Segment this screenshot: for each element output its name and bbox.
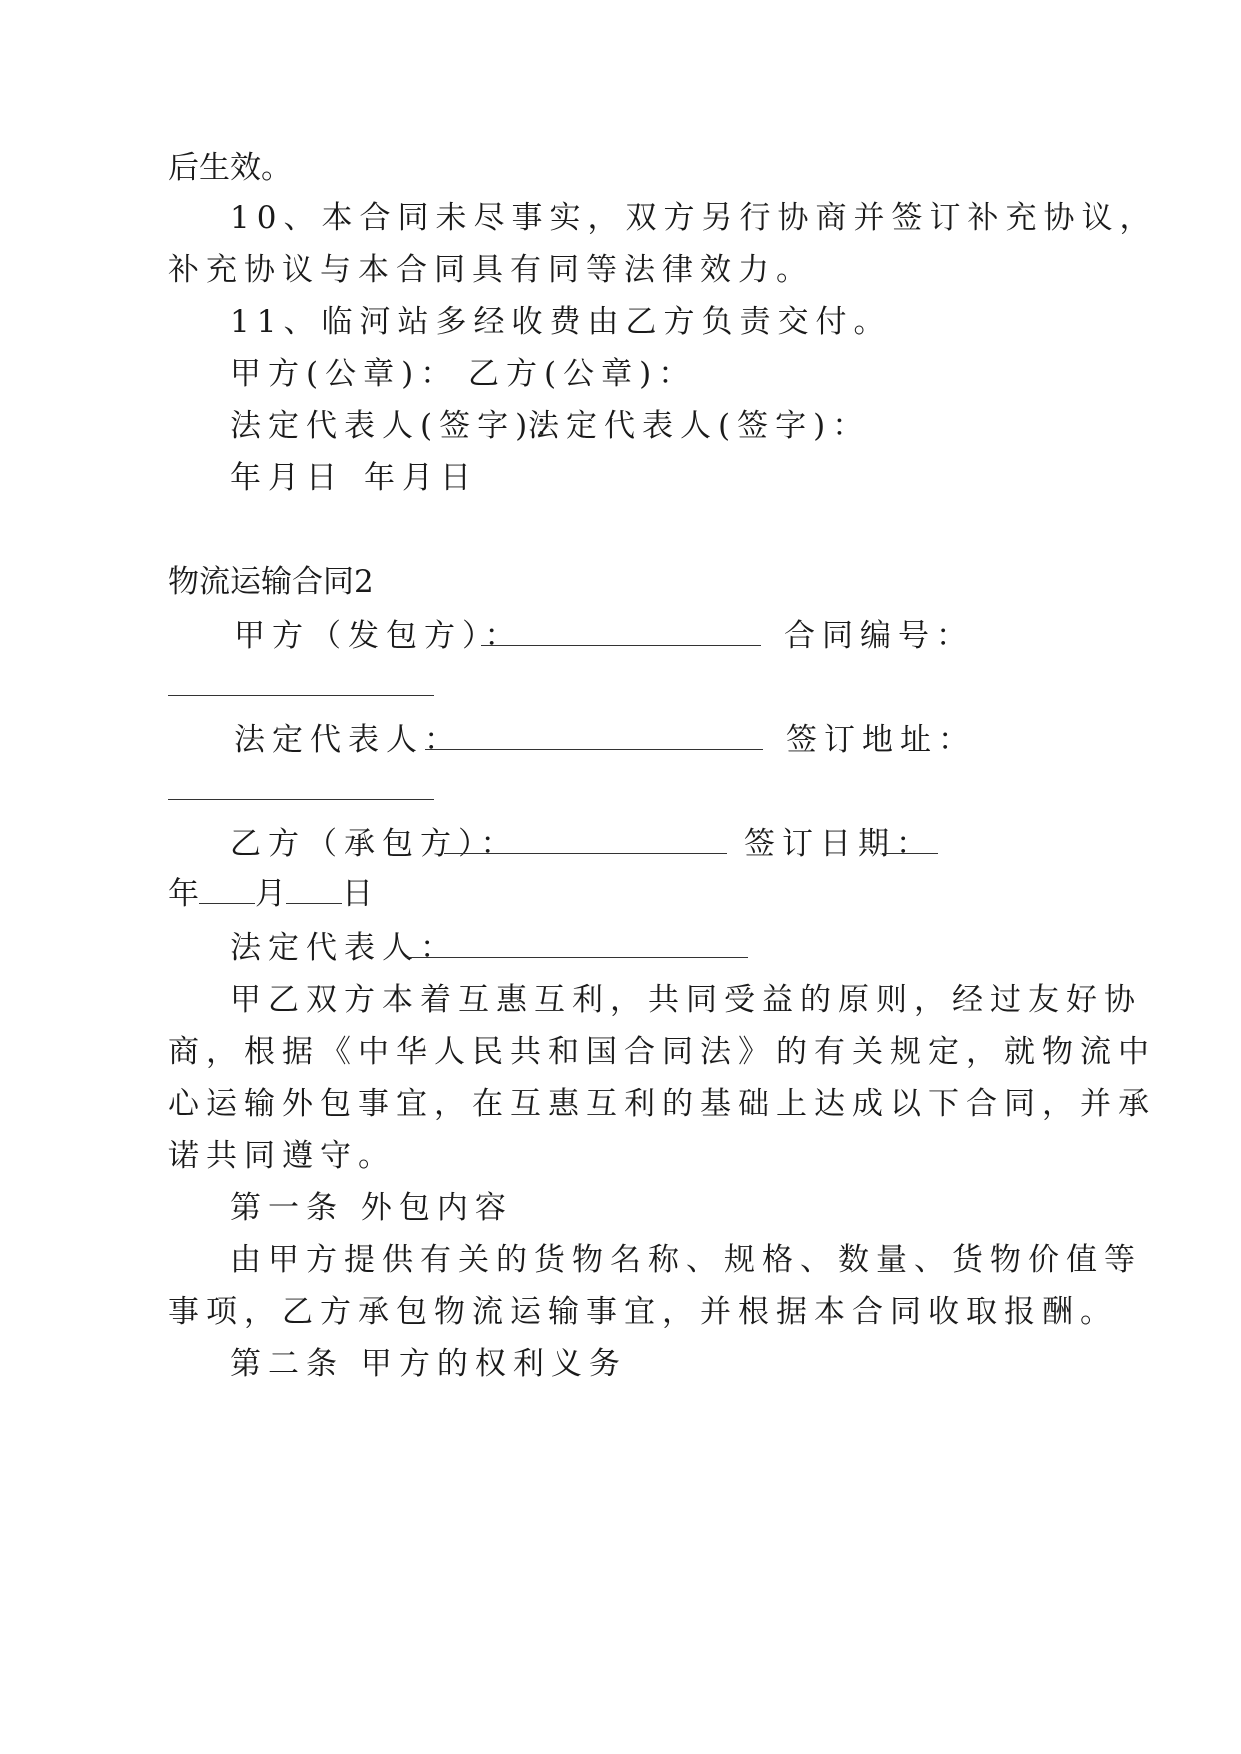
- sign-place-label: 签订地址：: [786, 722, 976, 758]
- sign-date-label: 签订日期：: [744, 826, 934, 862]
- rep-sign-a-label: 法定代表人(签字)：: [230, 408, 573, 444]
- clause-11: 11、临河站多经收费由乙方负责交付。: [230, 304, 892, 340]
- rep-sign-b-label: 法定代表人(签字)：: [528, 408, 871, 444]
- intro-line-3: 心运输外包事宜，在互惠互利的基础上达成以下合同，并承: [168, 1086, 1156, 1122]
- date-b-label: 年月日: [364, 460, 478, 496]
- legal-rep-b-blank: [406, 928, 748, 968]
- clause-10-line-2: 补充协议与本合同具有同等法律效力。: [168, 252, 814, 288]
- contract-no-blank: [168, 666, 434, 706]
- sign-date-blank: [882, 824, 938, 864]
- party-b-seal-label: 乙方(公章)：: [468, 356, 697, 392]
- legal-rep-b-label: 法定代表人：: [230, 930, 458, 966]
- intro-line-4: 诺共同遵守。: [168, 1138, 396, 1174]
- contract-no-label: 合同编号：: [784, 618, 974, 654]
- legal-rep-label: 法定代表人：: [234, 722, 462, 758]
- day-label: 日: [342, 876, 373, 912]
- sign-place-blank: [168, 770, 434, 810]
- contract-title: 物流运输合同2: [168, 564, 374, 600]
- month-blank: [199, 877, 255, 904]
- article-2-title: 第二条 甲方的权利义务: [230, 1346, 627, 1382]
- article-1-title: 第一条 外包内容: [230, 1190, 513, 1226]
- article-1-line-1: 由甲方提供有关的货物名称、规格、数量、货物价值等: [230, 1242, 1142, 1278]
- date-a-label: 年月日: [230, 460, 344, 496]
- party-a-seal-label: 甲方(公章)：: [230, 356, 459, 392]
- clause-10-line-1: 10、本合同未尽事实，双方另行协商并签订补充协议，: [230, 200, 1158, 236]
- day-blank: [286, 877, 342, 904]
- month-label: 月: [255, 876, 286, 912]
- intro-line-1: 甲乙双方本着互惠互利，共同受益的原则，经过友好协: [230, 982, 1142, 1018]
- party-b-blank: [444, 824, 727, 864]
- intro-line-2: 商，根据《中华人民共和国合同法》的有关规定，就物流中: [168, 1034, 1156, 1070]
- party-b-label: 乙方（承包方）：: [230, 826, 519, 862]
- party-a-label: 甲方（发包方）：: [234, 618, 523, 654]
- article-1-line-2: 事项，乙方承包物流运输事宜，并根据本合同收取报酬。: [168, 1294, 1118, 1330]
- year-label: 年: [168, 876, 199, 912]
- text-line-effective: 后生效。: [168, 150, 292, 186]
- party-a-blank: [481, 616, 761, 656]
- legal-rep-blank: [425, 720, 763, 760]
- sign-date-line: [168, 874, 373, 914]
